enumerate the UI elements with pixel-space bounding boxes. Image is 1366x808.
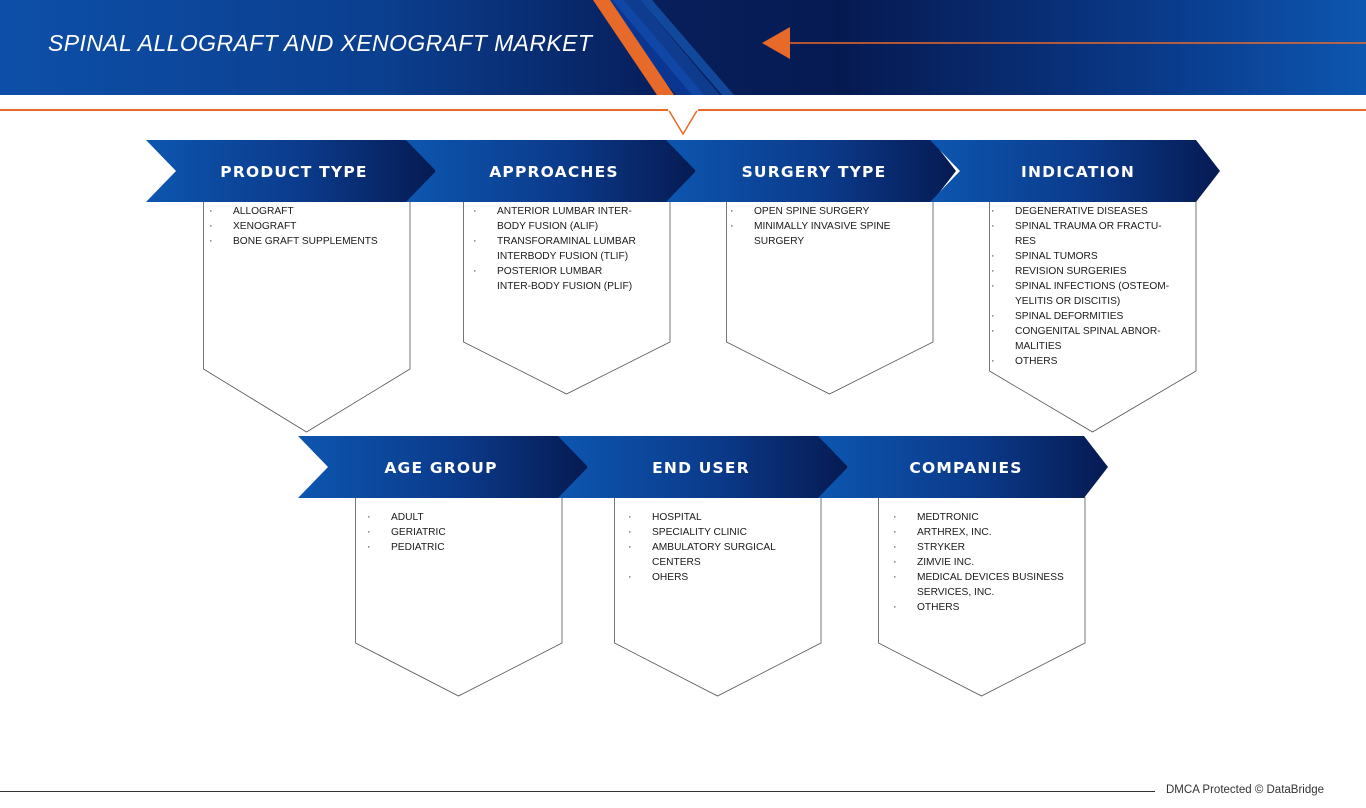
list-item: · MINIMALLY INVASIVE SPINE SURGERY <box>730 219 910 249</box>
list-item: · DEGENERATIVE DISEASES <box>991 204 1176 219</box>
list-item: · ANTERIOR LUMBAR INTER-BODY FUSION (ALIF) <box>473 204 638 234</box>
segment-card-product-type <box>203 201 411 433</box>
list-item: · ARTHREX, INC. <box>893 525 1078 540</box>
segment-title: INDICATION <box>1020 163 1136 181</box>
arrow-left-icon <box>762 27 790 59</box>
segment-card-companies <box>878 497 1086 697</box>
segment-banner-companies <box>818 436 1108 498</box>
list-item: · AMBULATORY SURGICAL CENTERS <box>628 540 793 570</box>
list-item: · ADULT <box>367 510 547 525</box>
segment-title: COMPANIES <box>909 459 1023 477</box>
chevron-down-icon <box>668 109 698 135</box>
footer-divider <box>0 791 1155 792</box>
list-item: · SPINAL TUMORS <box>991 249 1176 264</box>
segment-title: PRODUCT TYPE <box>220 163 368 181</box>
list-item: · SPINAL TRAUMA OR FRACTU-RES <box>991 219 1176 249</box>
segment-card-age-group <box>355 497 563 697</box>
list-item: · GERIATRIC <box>367 525 547 540</box>
segment-banner-end-user <box>558 436 848 498</box>
list-item: · XENOGRAFT <box>209 219 405 234</box>
header-banner <box>0 0 1366 95</box>
list-item: · TRANSFORAMINAL LUMBAR INTERBODY FUSION (TLIF) <box>473 234 638 264</box>
segment-banner-age-group <box>298 436 588 498</box>
segment-card-approaches <box>463 201 671 395</box>
segment-banner-product-type <box>146 140 436 202</box>
list-item: · HOSPITAL <box>628 510 793 525</box>
list-item: · MEDICAL DEVICES BUSINESS SERVICES, INC. <box>893 570 1078 600</box>
list-item: · OTHERS <box>893 600 1078 615</box>
segment-card-surgery-type <box>726 201 934 395</box>
list-item: · STRYKER <box>893 540 1078 555</box>
segment-banner-indication <box>930 140 1220 202</box>
list-item: · ZIMVIE INC. <box>893 555 1078 570</box>
list-item: · OHERS <box>628 570 793 585</box>
list-item: · REVISION SURGERIES <box>991 264 1176 279</box>
list-item: · POSTERIOR LUMBAR INTER-BODY FUSION (PLIF) <box>473 264 638 294</box>
list-item: · OTHERS <box>991 354 1176 369</box>
list-item: · CONGENITAL SPINAL ABNOR-MALITIES <box>991 324 1176 354</box>
segment-card-indication <box>989 201 1197 433</box>
list-item: · BONE GRAFT SUPPLEMENTS <box>209 234 405 249</box>
list-item: · OPEN SPINE SURGERY <box>730 204 910 219</box>
footer-copyright: DMCA Protected © DataBridge <box>1166 784 1325 796</box>
segment-card-end-user <box>614 497 822 697</box>
segment-title: END USER <box>652 459 750 477</box>
segment-banner-surgery-type <box>666 140 956 202</box>
list-item: · ALLOGRAFT <box>209 204 405 219</box>
page-title: SPINAL ALLOGRAFT AND XENOGRAFT MARKET <box>48 30 593 56</box>
list-item: · SPECIALITY CLINIC <box>628 525 793 540</box>
segment-title: APPROACHES <box>489 163 619 181</box>
list-item: · MEDTRONIC <box>893 510 1078 525</box>
list-item: · PEDIATRIC <box>367 540 547 555</box>
segment-banner-approaches <box>406 140 696 202</box>
segment-title: SURGERY TYPE <box>741 163 887 181</box>
segment-title: AGE GROUP <box>384 459 498 477</box>
list-item: · SPINAL INFECTIONS (OSTEOM-YELITIS OR DISCITIS) <box>991 279 1176 309</box>
list-item: · SPINAL DEFORMITIES <box>991 309 1176 324</box>
